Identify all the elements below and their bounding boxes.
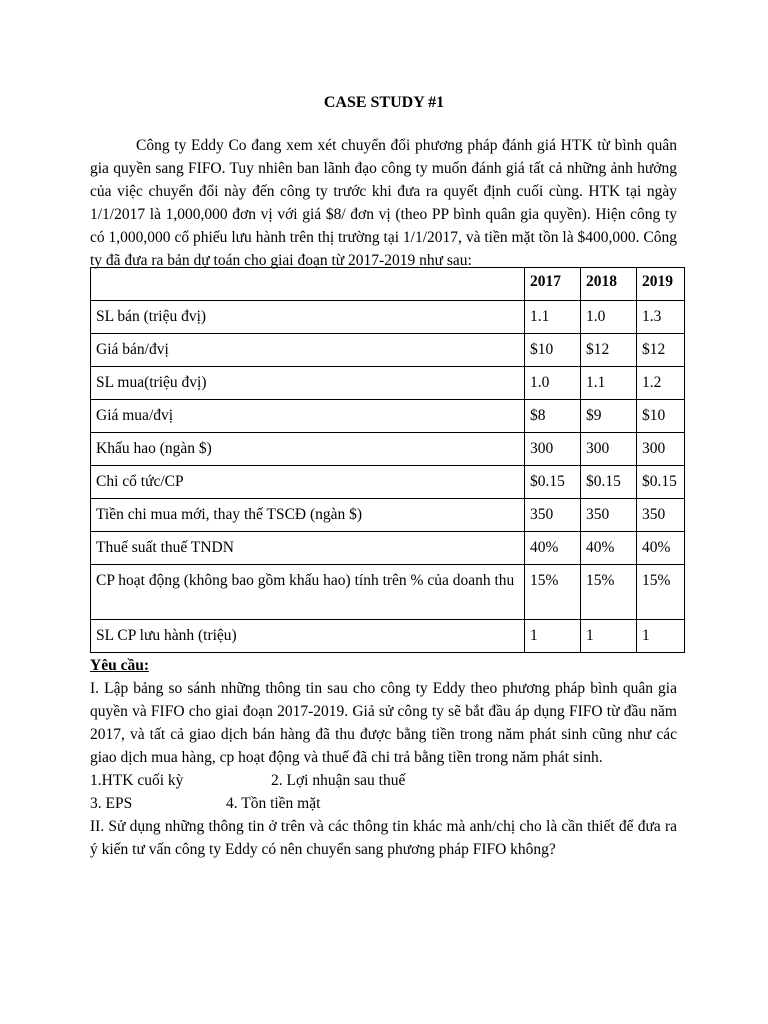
table-cell: 300 [581,433,637,466]
document-title: CASE STUDY #1 [323,94,445,111]
table-cell: $0.15 [525,466,581,499]
table-cell: 1.0 [581,301,637,334]
table-cell: 15% [525,565,581,620]
requirements-section [90,654,677,861]
table-row [91,499,685,532]
table-cell: 300 [637,433,685,466]
table-row [91,620,685,653]
intro-paragraph: Công ty Eddy Co đang xem xét chuyển đổi phương pháp đánh giá HTK từ bình quân gia quyền sang FIFO. Tuy nhiên ban lãnh đạo công ty muốn đánh giá tất cả những ảnh hưởng của việc chuyển đổi này đến công ty trước khi đưa ra quyết định cuối cùng. HTK tại ngày 1/1/2017 là 1,000,000 đơn vị với giá $8/ đơn vị (theo PP bình quân gia quyền). Hiện công ty có 1,000,000 cổ phiếu lưu hành trên thị trường tại 1/1/2017, và tiền mặt tồn là $400,000. Công ty đã đưa ra bản dự toán cho giai đoạn từ 2017-2019 như sau: [90,137,677,269]
table-header-cell [91,268,525,301]
table-cell: 40% [581,532,637,565]
table-row [91,565,685,620]
table-row [91,532,685,565]
table-cell: $9 [581,400,637,433]
table-cell: SL CP lưu hành (triệu) [91,620,525,653]
table-cell: $8 [525,400,581,433]
table-header-cell: 2017 [525,268,581,301]
table-cell: 40% [637,532,685,565]
requirement-item-3: 3. EPS [90,795,133,812]
table-cell: 350 [637,499,685,532]
table-cell: $0.15 [637,466,685,499]
table-cell: 1.1 [581,367,637,400]
table-cell: 1.0 [525,367,581,400]
table-cell: 15% [581,565,637,620]
table-cell: SL bán (triệu đvị) [91,301,525,334]
table-cell: 15% [637,565,685,620]
table-cell: 1 [525,620,581,653]
table-cell: SL mua(triệu đvị) [91,367,525,400]
table-row [91,400,685,433]
table-cell: CP hoạt động (không bao gồm khấu hao) tính trên % của doanh thu [91,565,525,620]
requirements-heading: Yêu cầu: [90,657,149,674]
requirements-items-row-2 [90,792,677,815]
table-cell: 1.3 [637,301,685,334]
requirement-item-2: 2. Lợi nhuận sau thuế [271,772,406,789]
table-header-row [91,268,685,301]
forecast-table [90,267,685,653]
table-cell: $10 [637,400,685,433]
table-cell: 1 [581,620,637,653]
requirements-items-row-1 [90,769,677,792]
table-cell: Tiền chi mua mới, thay thế TSCĐ (ngàn $) [91,499,525,532]
table-cell: 1.2 [637,367,685,400]
requirement-item-1: 1.HTK cuối kỳ [90,772,184,789]
table-cell: Giá mua/đvị [91,400,525,433]
table-cell: $0.15 [581,466,637,499]
table-cell: 300 [525,433,581,466]
requirement-item-4: 4. Tồn tiền mặt [226,795,321,812]
table-cell: Giá bán/đvị [91,334,525,367]
table-cell: $10 [525,334,581,367]
table-row [91,301,685,334]
table-cell: $12 [637,334,685,367]
table-cell: $12 [581,334,637,367]
requirements-part-1: I. Lập bảng so sánh những thông tin sau cho công ty Eddy theo phương pháp bình quân gia quyền và FIFO cho giai đoạn 2017-2019. Giả sử công ty sẽ bắt đầu áp dụng FIFO từ đầu năm 2017, và tất cả giao dịch bán hàng đã thu được bằng tiền trong năm phát sinh cũng như các giao dịch mua hàng, cp hoạt động và thuế đã chi trả bằng tiền trong năm phát sinh. [90,680,677,766]
table-cell: 1 [637,620,685,653]
table-row [91,334,685,367]
table-cell: Thuế suất thuế TNDN [91,532,525,565]
table-cell: Khấu hao (ngàn $) [91,433,525,466]
requirements-part-2: II. Sử dụng những thông tin ở trên và các thông tin khác mà anh/chị cho là cần thiết để đưa ra ý kiến tư vấn công ty Eddy có nên chuyển sang phương pháp FIFO không? [90,818,677,858]
table-cell: 40% [525,532,581,565]
table-cell: Chi cổ tức/CP [91,466,525,499]
table-header-cell: 2018 [581,268,637,301]
table-row [91,367,685,400]
table-cell: 350 [525,499,581,532]
table-cell: 1.1 [525,301,581,334]
table-row [91,466,685,499]
table-header-cell: 2019 [637,268,685,301]
table-row [91,433,685,466]
table-cell: 350 [581,499,637,532]
